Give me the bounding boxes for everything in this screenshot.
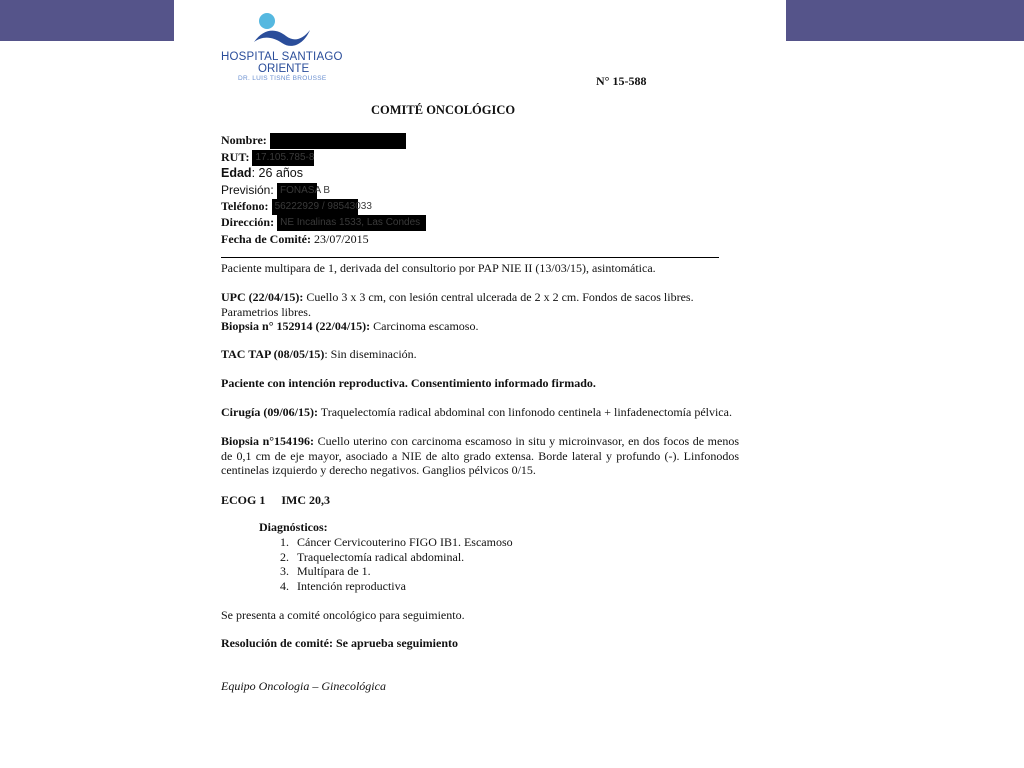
prevision-value: FONASA B — [277, 183, 317, 199]
telefono-label: Teléfono: — [221, 199, 269, 213]
upc-paragraph — [221, 290, 741, 319]
diagnosticos-list — [280, 535, 513, 593]
tac-text: : Sin diseminación. — [324, 347, 417, 361]
top-band-right — [786, 0, 1024, 41]
list-item — [280, 535, 513, 550]
biopsia1-paragraph — [221, 319, 741, 334]
biopsia1-text: Carcinoma escamoso. — [370, 319, 479, 333]
nombre-redaction — [270, 133, 406, 149]
diagnosticos-title: Diagnósticos: — [259, 520, 328, 534]
list-item-text: Cáncer Cervicouterino FIGO IB1. Escamoso — [297, 535, 513, 549]
fecha-label: Fecha de Comité: — [221, 232, 311, 246]
cirugia-text: Traquelectomía radical abdominal con linfonodo centinela + linfadenectomía pélvica. — [318, 405, 732, 419]
signature-line: Equipo Oncologia – Ginecológica — [221, 679, 386, 693]
resolucion-paragraph — [221, 636, 741, 651]
list-item — [280, 579, 513, 594]
list-item-number: 3. — [280, 564, 289, 579]
edad-label: Edad — [221, 166, 252, 180]
list-item-text: Traquelectomía radical abdominal. — [297, 549, 465, 564]
cirugia-paragraph — [221, 405, 741, 420]
field-edad — [221, 166, 303, 180]
biopsia2-paragraph — [221, 434, 739, 478]
upc-text: Cuello 3 x 3 cm, con lesión central ulcerada de 2 x 2 cm. Fondos de sacos libres. Parametrios libres. — [221, 290, 694, 319]
tac-paragraph — [221, 347, 741, 362]
logo-line2: ORIENTE — [258, 63, 310, 75]
list-item-text: Multípara de 1. — [297, 564, 371, 579]
biopsia2-label: Biopsia n°154196: — [221, 434, 315, 448]
fecha-value: 23/07/2015 — [310, 232, 369, 246]
cirugia-label: Cirugía (09/06/15): — [221, 405, 318, 419]
list-item-number: 1. — [280, 535, 289, 549]
hospital-logo-icon — [252, 10, 312, 50]
prevision-label: Previsión: — [221, 183, 274, 198]
resolucion-text: Resolución de comité: Se aprueba seguimiento — [221, 636, 458, 650]
seguimiento-paragraph: Se presenta a comité oncológico para seguimiento. — [221, 608, 465, 622]
imc-value: IMC 20,3 — [281, 493, 331, 507]
list-item-number: 4. — [280, 578, 289, 593]
hospital-logo — [220, 8, 345, 88]
reproductiva-paragraph — [221, 376, 741, 391]
field-rut — [221, 150, 314, 166]
list-item-number: 2. — [280, 549, 289, 564]
rut-label: RUT: — [221, 150, 250, 164]
field-direccion — [221, 215, 426, 231]
reproductiva-text: Paciente con intención reproductiva. Consentimiento informado firmado. — [221, 376, 596, 390]
biopsia1-label: Biopsia n° 152914 (22/04/15): — [221, 319, 371, 333]
field-prevision — [221, 183, 331, 199]
logo-line1: HOSPITAL SANTIAGO — [221, 51, 343, 63]
top-band-left — [0, 0, 174, 41]
document-number: N° 15-588 — [596, 74, 647, 88]
divider-rule — [221, 257, 719, 258]
field-fecha-comite — [221, 232, 369, 247]
document-title: COMITÉ ONCOLÓGICO — [371, 103, 516, 117]
direccion-label: Dirección: — [221, 215, 275, 229]
field-nombre — [221, 133, 406, 149]
list-item — [280, 550, 513, 565]
ecog-value: ECOG 1 — [221, 493, 266, 507]
biopsia2-text: Cuello uterino con carcinoma escamoso in situ y microinvasor, en dos focos de menos de 0,1 cm de eje mayor, asociado a NIE de alto grado extensa. Borde lateral y profundo (-). Linfonodos centinelas izquierdo y derecho negativos. Ganglios pélvicos 0/15. — [221, 434, 739, 478]
field-telefono — [221, 199, 372, 215]
tac-label: TAC TAP (08/05/15) — [221, 347, 325, 361]
list-item — [280, 564, 513, 579]
rut-value: 17.105.785-8 — [252, 150, 314, 166]
upc-label: UPC (22/04/15): — [221, 290, 304, 304]
list-item-text: Intención reproductiva — [297, 578, 406, 593]
telefono-value: 56222929 / 98543033 — [272, 199, 358, 215]
direccion-value: NE Incalinas 1533, Las Condes — [277, 215, 426, 231]
intro-paragraph: Paciente multipara de 1, derivada del consultorio por PAP NIE II (13/03/15), asintomática. — [221, 261, 656, 275]
ecog-imc-line — [221, 493, 741, 508]
edad-value: : 26 años — [251, 166, 303, 180]
logo-line3: DR. LUIS TISNÉ BROUSSE — [238, 75, 327, 82]
nombre-label: Nombre: — [221, 133, 267, 147]
